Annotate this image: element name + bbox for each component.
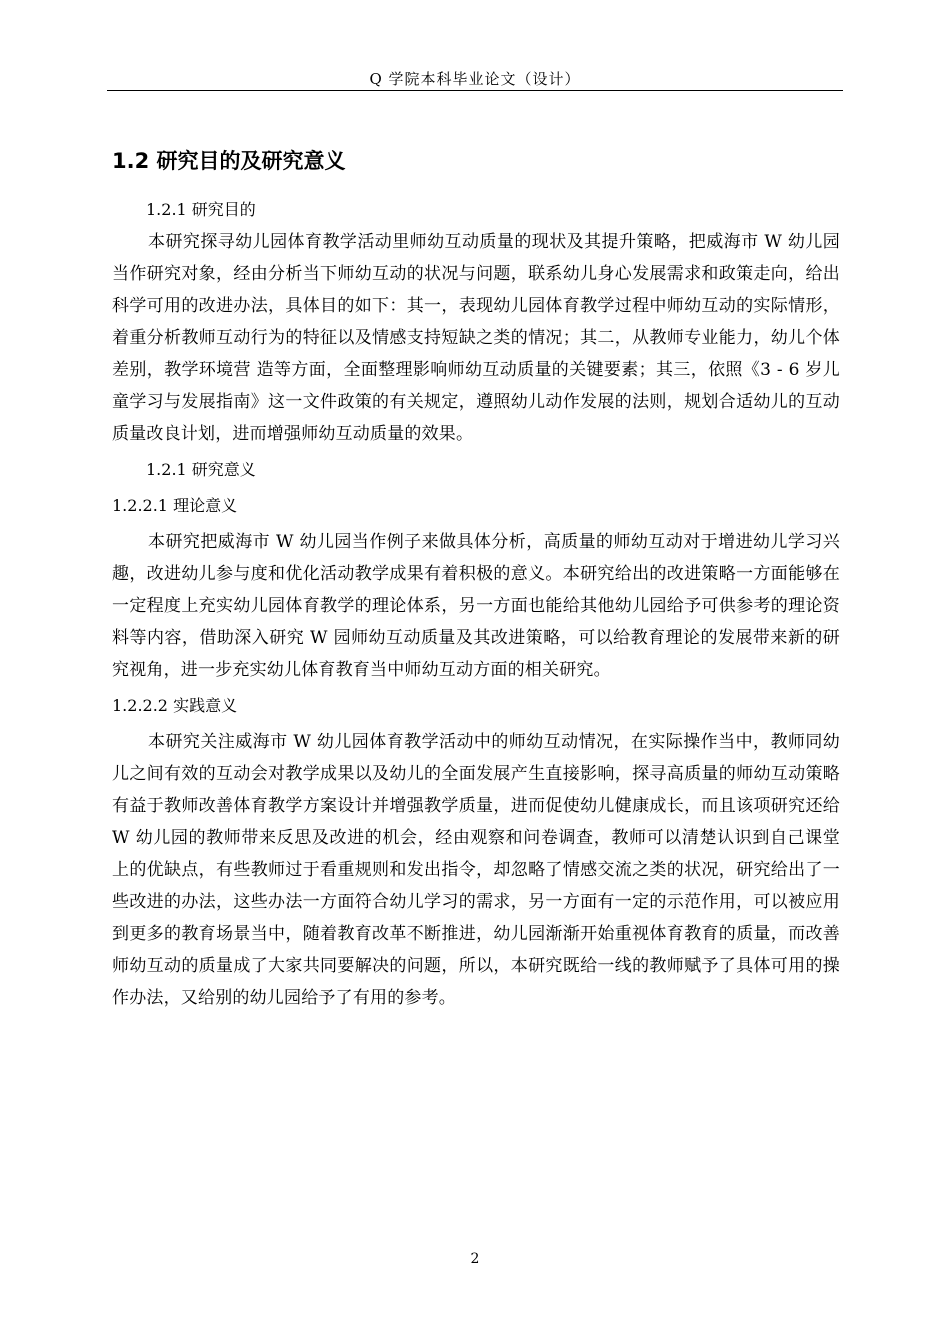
- section-title: 1.2 研究目的及研究意义: [112, 149, 346, 173]
- header-rule: [107, 90, 843, 91]
- theory-paragraph: 本研究把威海市 W 幼儿园当作例子来做具体分析，高质量的师幼互动对于增进幼儿学习兴趣，改进幼儿参与度和优化活动教学成果有着积极的意义。本研究给出的改进策略一方面能够在一定程度上充实幼儿园体育教学的理论体系，另一方面也能给其他幼儿园给予可供参考的理论资料等内容，借助深入研究 W 园师幼互动质量及其改进策略，可以给教育理论的发展带来新的研究视角，进一步充实幼儿体育教育当中师幼互动方面的相关研究。: [112, 532, 840, 680]
- significance-heading: 1.2.1 研究意义: [146, 460, 256, 479]
- running-header: Q 学院本科毕业论文（设计）: [369, 70, 581, 88]
- practice-heading: 1.2.2.2 实践意义: [112, 696, 238, 715]
- page-body: [112, 146, 840, 1014]
- theory-heading: 1.2.2.1 理论意义: [112, 496, 238, 515]
- page-number: 2: [470, 1251, 480, 1267]
- purpose-heading: 1.2.1 研究目的: [146, 200, 256, 219]
- purpose-paragraph: 本研究探寻幼儿园体育教学活动里师幼互动质量的现状及其提升策略，把威海市 W 幼儿园当作研究对象，经由分析当下师幼互动的状况与问题，联系幼儿身心发展需求和政策走向，给出科学可用的改进办法，具体目的如下：其一，表现幼儿园体育教学过程中师幼互动的实际情形，着重分析教师互动行为的特征以及情感支持短缺之类的情况；其二，从教师专业能力，幼儿个体差别，教学环境营 造等方面，全面整理影响师幼互动质量的关键要素；其三，依照《3 - 6 岁儿童学习与发展指南》这一文件政策的有关规定，遵照幼儿动作发展的法则，规划合适幼儿的互动质量改良计划，进而增强师幼互动质量的效果。: [112, 232, 840, 444]
- practice-paragraph: 本研究关注威海市 W 幼儿园体育教学活动中的师幼互动情况，在实际操作当中，教师同幼儿之间有效的互动会对教学成果以及幼儿的全面发展产生直接影响，探寻高质量的师幼互动策略有益于教师改善体育教学方案设计并增强教学质量，进而促使幼儿健康成长，而且该项研究还给 W 幼儿园的教师带来反思及改进的机会，经由观察和问卷调查，教师可以清楚认识到自己课堂上的优缺点，有些教师过于看重规则和发出指令，却忽略了情感交流之类的状况，研究给出了一些改进的办法，这些办法一方面符合幼儿学习的需求，另一方面有一定的示范作用，可以被应用到更多的教育场景当中，随着教育改革不断推进，幼儿园渐渐开始重视体育教育的质量，而改善师幼互动的质量成了大家共同要解决的问题，所以，本研究既给一线的教师赋予了具体可用的操作办法，又给别的幼儿园给予了有用的参考。: [112, 732, 840, 1008]
